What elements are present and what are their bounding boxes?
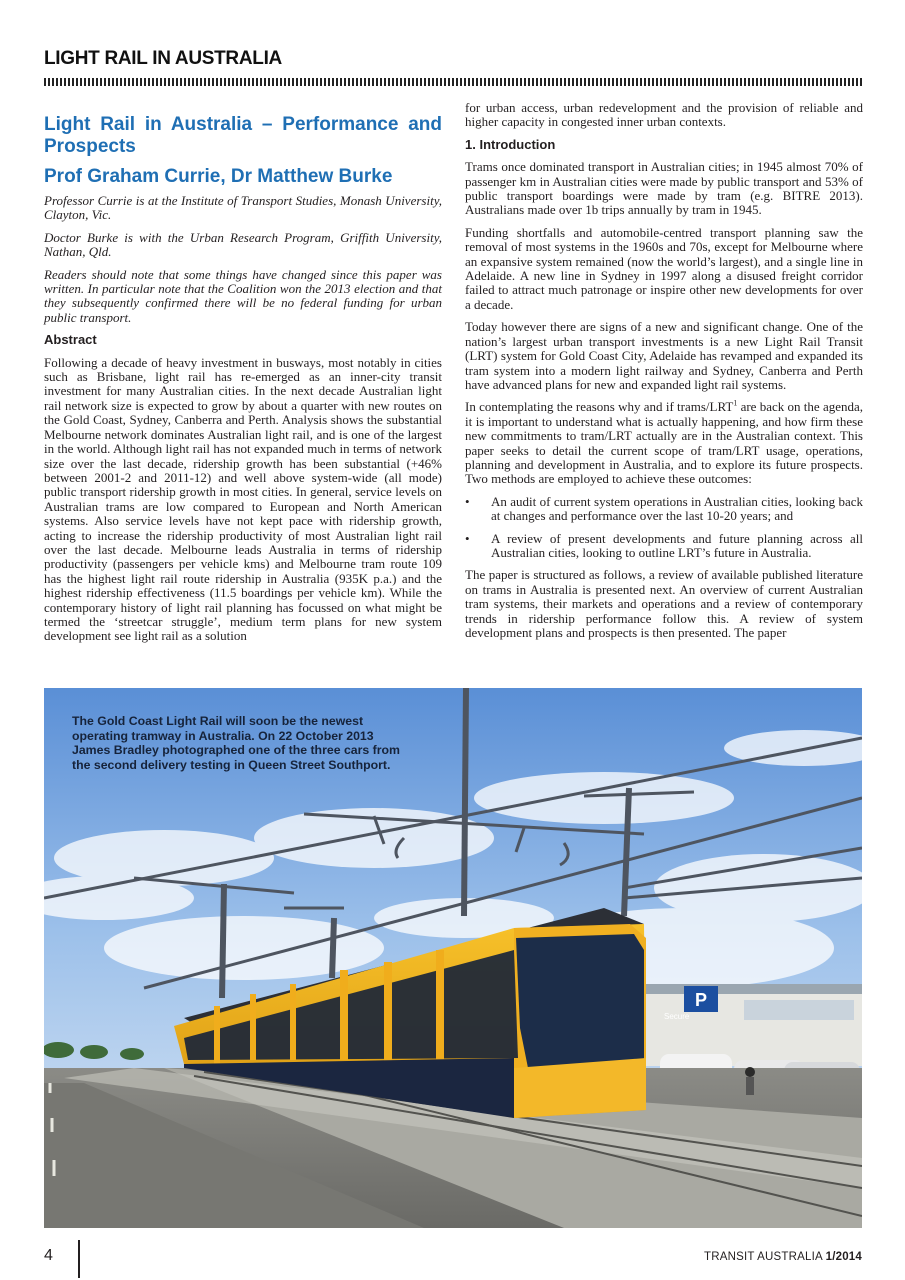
intro-paragraph-4-start: In contemplating the reasons why and if trams/LRT xyxy=(465,399,734,415)
list-item: • An audit of current system operations in Australian cities, looking back at changes and performance over the last 10-20 years; and xyxy=(465,495,863,524)
editor-note: Readers should note that some things have changed since this paper was written. In particular note that the Coalition won the 2013 election and that they subsequently confirmed there will be no federal funding for urban public transport. xyxy=(44,266,442,325)
article-authors: Prof Graham Currie, Dr Matthew Burke xyxy=(44,166,393,187)
journal-issue: 1/2014 xyxy=(825,1251,862,1263)
intro-paragraph-4-end: are back on the agenda, it is important to understand what is actually happening, and how firm these new commitments to tram/LRT actually are in the Australian context. This paper seeks to detail the current scope of tram/LRT usage, operations, planning and development in Australia, and to explore its future prospects. Two methods are employed to achieve these outcomes: xyxy=(465,399,863,487)
footnote-marker: 1 xyxy=(733,398,738,408)
intro-paragraph-4 xyxy=(465,400,863,486)
tram-photo xyxy=(44,688,862,1228)
abstract-continued: for urban access, urban redevelopment and the provision of reliable and higher capacity in congested inner urban contexts. xyxy=(465,100,863,130)
intro-paragraph-2: Funding shortfalls and automobile-centred transport planning saw the removal of most systems in the 1960s and 70s, except for Melbourne where an expansive system remained (now the world’s largest), and a single line in Adelaide. A new line in Sydney in 1997 along a disused freight corridor failed to attract much patronage or inspire other new developments for over a decade. xyxy=(465,224,863,312)
page-number: 4 xyxy=(44,1247,53,1264)
photo-caption: The Gold Coast Light Rail will soon be the newest operating tramway in Australia. On 22 October 2013 James Bradley photographed one of the three cars from the second delivery testing in Queen Street Southport. xyxy=(72,714,400,772)
right-column xyxy=(465,101,863,648)
article-title: Light Rail in Australia – Performance and Prospects xyxy=(44,114,442,157)
methods-list xyxy=(465,495,863,561)
section-title: LIGHT RAIL IN AUSTRALIA xyxy=(44,48,282,69)
list-item: • A review of present developments and future planning across all Australian cities, looking to outline LRT’s future in Australia. xyxy=(465,532,863,561)
parking-sign-text: Secure xyxy=(664,1012,690,1021)
intro-paragraph-1: Trams once dominated transport in Australian cities; in 1945 almost 70% of passenger km in Australian cities were made by public transport and 53% of public transport boardings were made by tram (e.g. BITRE 2013). Australians made over 1b trips annually by tram in 1945. xyxy=(465,159,863,218)
journal-name: TRANSIT AUSTRALIA xyxy=(703,1251,823,1263)
intro-paragraph-5: The paper is structured as follows, a review of available published literature on trams in Australia is presented next. An overview of current Australian tram systems, their markets and operations and a review of contemporary trends in ridership performance follow this. A review of system development plans and prospects is then presented. The paper xyxy=(465,567,863,640)
tram-windscreen xyxy=(516,934,644,1068)
abstract-text: Following a decade of heavy investment in busways, most notably in cities such as Brisbane, light rail has re-emerged as an inner-city transit investment for many Australian cities. In the next decade Australian light rail network size is expected to grow by about a quarter with new routes on the Gold Coast, Sydney, Canberra and Perth. Analysis shows the substantial Melbourne network dominates Australian light rail, and is one of the largest in the world. Although light rail has not expanded much in terms of network size over the last decade, ridership growth has been substantial (+46% between 2001-2 and 2011-12) and well above system-wide (all mode) public transport ridership growth in most cities. In general, service levels on Australian trams are low compared to European and North American systems. Also service levels have not kept pace with ridership growth, acting to increase the ridership productivity of most Australian light rail over the last decade. Melbourne leads Australia in terms of ridership productivity (passengers per vehicle kms) and Melbourne tram route 109 has the highest light rail route ridership in Australia (935K p.a.) and the highest ridership effectiveness (11.5 boardings per vehicle km). While the contemporary history of light rail planning has focussed on what might be termed the ‘streetcar struggle’, medium term plans for new system development see light rail as a solution xyxy=(44,354,442,644)
footer-divider xyxy=(78,1240,80,1278)
introduction-heading: 1. Introduction xyxy=(465,136,556,152)
dotted-divider xyxy=(44,78,862,86)
abstract-heading: Abstract xyxy=(44,332,97,348)
parking-sign-letter: P xyxy=(694,990,708,1010)
left-column xyxy=(44,100,442,652)
intro-paragraph-3: Today however there are signs of a new and significant change. One of the nation’s largest urban transport investments is a new Light Rail Transit (LRT) system for Gold Coast City, Adelaide has revamped and expanded its tram system into a modern light railway and Sydney, Canberra and Perth have advanced plans for new and expanded light rail systems. xyxy=(465,319,863,392)
pedestrian xyxy=(745,1067,755,1077)
journal-footer xyxy=(704,1251,862,1263)
affiliation-burke: Doctor Burke is with the Urban Research Program, Griffith University, Nathan, Qld. xyxy=(44,229,442,260)
affiliation-currie: Professor Currie is at the Institute of Transport Studies, Monash University, Clayton, Vic. xyxy=(44,193,442,223)
